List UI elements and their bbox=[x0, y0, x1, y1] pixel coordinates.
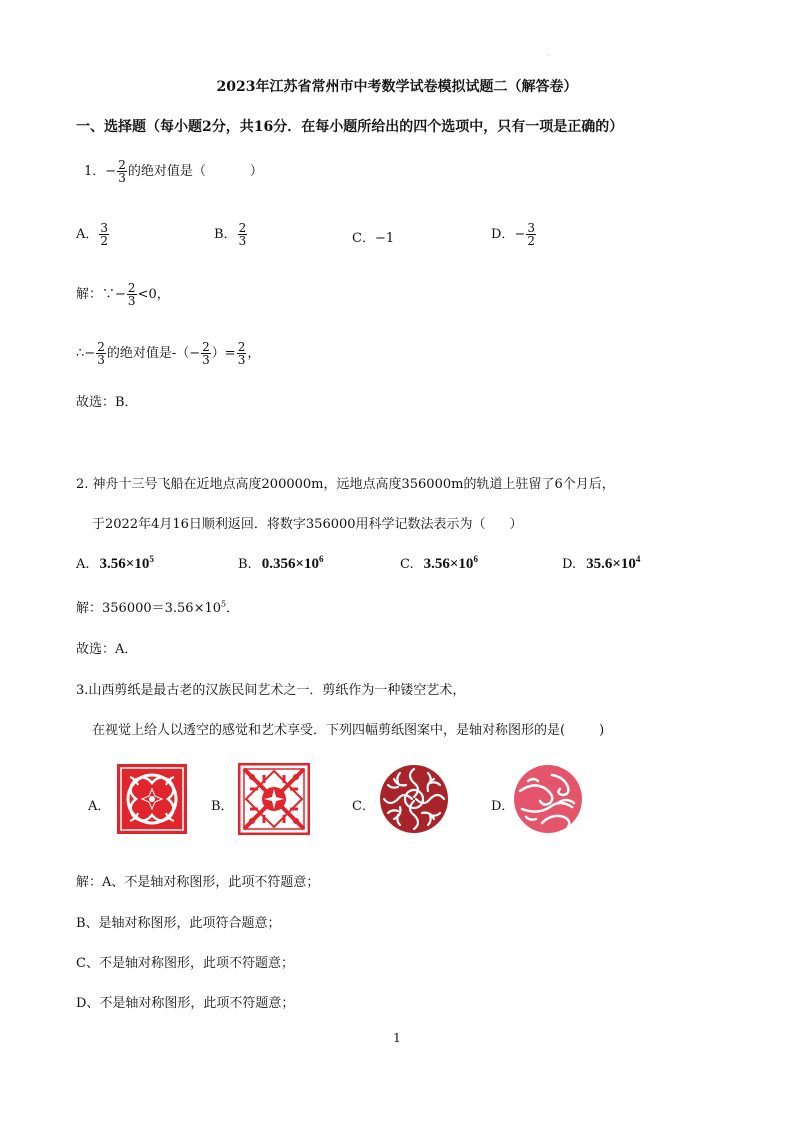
q2-option-c-value bbox=[424, 556, 478, 572]
q1-minus: − bbox=[105, 164, 117, 179]
q2-option-c-base: 3.56×10 bbox=[423, 556, 474, 572]
q1-option-a bbox=[76, 222, 110, 247]
q1-sol2-end: ， bbox=[247, 346, 261, 361]
q3-line-1: 3.山西剪纸是最古老的汉族民间艺术之一．剪纸作为一种镂空艺术， bbox=[76, 683, 466, 698]
q3-option-a-label: A． bbox=[88, 799, 111, 814]
q2-answer: 故选：A． bbox=[76, 642, 138, 657]
q2-option-a-exp: 5 bbox=[149, 554, 154, 564]
page-number: 1 bbox=[393, 1031, 401, 1045]
papercut-a-image bbox=[116, 763, 188, 835]
q2-option-b-base: 0.356×10 bbox=[261, 556, 319, 572]
q2-option-d-label: D. bbox=[562, 557, 577, 572]
q1-number: 1． bbox=[84, 164, 106, 179]
q2-option-d-base: 35.6×10 bbox=[586, 556, 636, 572]
q1-option-a-label: A． bbox=[76, 227, 99, 242]
q2-line-2 bbox=[92, 513, 523, 532]
q1-option-c bbox=[352, 227, 394, 246]
q1-sol2-num-1: 2 bbox=[97, 340, 105, 354]
q1-option-d bbox=[491, 222, 537, 247]
q3-line-2 bbox=[92, 719, 604, 738]
q1-option-d-den: 2 bbox=[527, 234, 535, 248]
q2-line-2-text: 于2022年4月16日顺利返回．将数字356000用科学记数法表示为（ bbox=[92, 517, 486, 532]
q2-option-c bbox=[400, 554, 478, 573]
q1-sol2-minus-2: − bbox=[189, 346, 201, 361]
q3-option-b-label: B． bbox=[211, 799, 234, 814]
q1-frac-den: 3 bbox=[118, 171, 126, 185]
q1-option-a-den: 2 bbox=[100, 234, 109, 248]
q1-option-c-text: −1 bbox=[374, 231, 395, 246]
q1-sol1-suffix: <0， bbox=[137, 287, 170, 302]
papercut-c-image bbox=[378, 763, 450, 835]
q1-option-b bbox=[214, 222, 248, 247]
q2-option-b bbox=[238, 554, 324, 573]
q1-sol1-num: 2 bbox=[127, 281, 136, 295]
q1-sol1-minus: − bbox=[115, 287, 126, 302]
q2-option-d-value bbox=[586, 556, 640, 572]
q1-option-a-fraction bbox=[99, 222, 109, 247]
papercut-d-image bbox=[512, 763, 584, 835]
q1-option-b-num: 2 bbox=[238, 221, 247, 235]
q1-option-d-fraction bbox=[526, 222, 536, 247]
q1-sol1-prefix: 解：∵ bbox=[76, 287, 116, 302]
q2-option-c-exp: 6 bbox=[473, 554, 478, 564]
q1-option-b-label: B． bbox=[214, 227, 237, 242]
scan-dot: · bbox=[547, 51, 550, 60]
q3-option-c-label: C． bbox=[352, 799, 375, 814]
q1-option-d-minus: − bbox=[514, 227, 526, 242]
q3-solution-b: B、是轴对称图形，此项符合题意； bbox=[76, 916, 281, 931]
question-1 bbox=[84, 159, 263, 184]
q1-sol2-minus: − bbox=[84, 346, 96, 361]
q1-sol2-equals: ）= bbox=[211, 346, 236, 361]
page-title: 2023年江苏省常州市中考数学试卷模拟试题二（解答卷） bbox=[216, 79, 578, 95]
q1-option-b-fraction bbox=[238, 222, 248, 247]
q2-option-b-label: B. bbox=[238, 557, 252, 572]
q1-sol2-mid: 的绝对值是-（ bbox=[106, 346, 190, 361]
q1-close: ） bbox=[249, 164, 263, 179]
q1-sol2-fraction-1 bbox=[96, 341, 106, 366]
q3-line-2-text: 在视觉上给人以透空的感觉和艺术享受．下列四幅剪纸图案中，是轴对称图形的是( bbox=[92, 723, 566, 738]
q1-sol2-den-2: 3 bbox=[202, 353, 210, 367]
papercut-b-image bbox=[238, 763, 310, 835]
q2-option-a-value bbox=[100, 556, 154, 572]
q1-sol2-den-3: 3 bbox=[237, 353, 246, 367]
section-heading: 一、选择题（每小题2分，共16分．在每小题所给出的四个选项中，只有一项是正确的） bbox=[76, 119, 624, 135]
q1-option-d-num: 3 bbox=[527, 221, 535, 235]
q3-option-d-label: D． bbox=[491, 799, 515, 814]
q2-option-a-base: 3.56×10 bbox=[99, 556, 150, 572]
q1-option-d-label: D． bbox=[491, 227, 515, 242]
q3-solution-d: D、不是轴对称图形，此项不符题意； bbox=[76, 996, 295, 1011]
q3-line-2-close: ) bbox=[599, 723, 605, 738]
q1-sol2-den-1: 3 bbox=[97, 353, 105, 367]
q2-solution bbox=[76, 597, 239, 616]
q3-solution-c: C、不是轴对称图形，此项不符题意； bbox=[76, 956, 294, 971]
q1-answer: 故选：B． bbox=[76, 395, 138, 410]
q2-solution-exp: 5 bbox=[221, 599, 227, 609]
q2-solution-base: 解：356000＝3.56×10 bbox=[76, 601, 222, 616]
q1-sol1-den: 3 bbox=[127, 294, 136, 308]
q2-option-a-label: A. bbox=[76, 557, 90, 572]
q1-solution-line-1 bbox=[76, 282, 170, 307]
q1-sol2-fraction-3 bbox=[237, 341, 247, 366]
q2-solution-end: ． bbox=[226, 601, 240, 616]
q1-sol2-fraction-2 bbox=[201, 341, 211, 366]
q1-fraction bbox=[117, 159, 127, 184]
q1-sol2-num-3: 2 bbox=[237, 340, 246, 354]
q2-option-d-exp: 4 bbox=[635, 554, 641, 564]
q2-option-c-label: C. bbox=[400, 557, 414, 572]
q2-option-b-exp: 6 bbox=[319, 554, 324, 564]
q1-frac-num: 2 bbox=[118, 158, 126, 172]
q2-option-a bbox=[76, 554, 154, 573]
q1-option-b-den: 3 bbox=[238, 234, 247, 248]
q1-sol1-fraction bbox=[127, 282, 137, 307]
q3-solution-a: 解：A、不是轴对称图形，此项不符题意； bbox=[76, 875, 320, 890]
q1-solution-line-2 bbox=[76, 341, 260, 366]
q2-line-2-close: ） bbox=[509, 517, 523, 532]
q1-sol2-prefix: ∴ bbox=[76, 346, 85, 361]
q1-text: 的绝对值是（ bbox=[127, 164, 206, 179]
q1-sol2-num-2: 2 bbox=[202, 340, 210, 354]
q2-line-1: 2. 神舟十三号飞船在近地点高度200000m，远地点高度356000m的轨道上驻留了6个月后， bbox=[76, 477, 615, 492]
q2-option-b-value bbox=[262, 556, 324, 572]
q1-option-c-label: C． bbox=[352, 231, 375, 246]
q2-option-d bbox=[562, 554, 640, 573]
q1-option-a-num: 3 bbox=[100, 221, 109, 235]
